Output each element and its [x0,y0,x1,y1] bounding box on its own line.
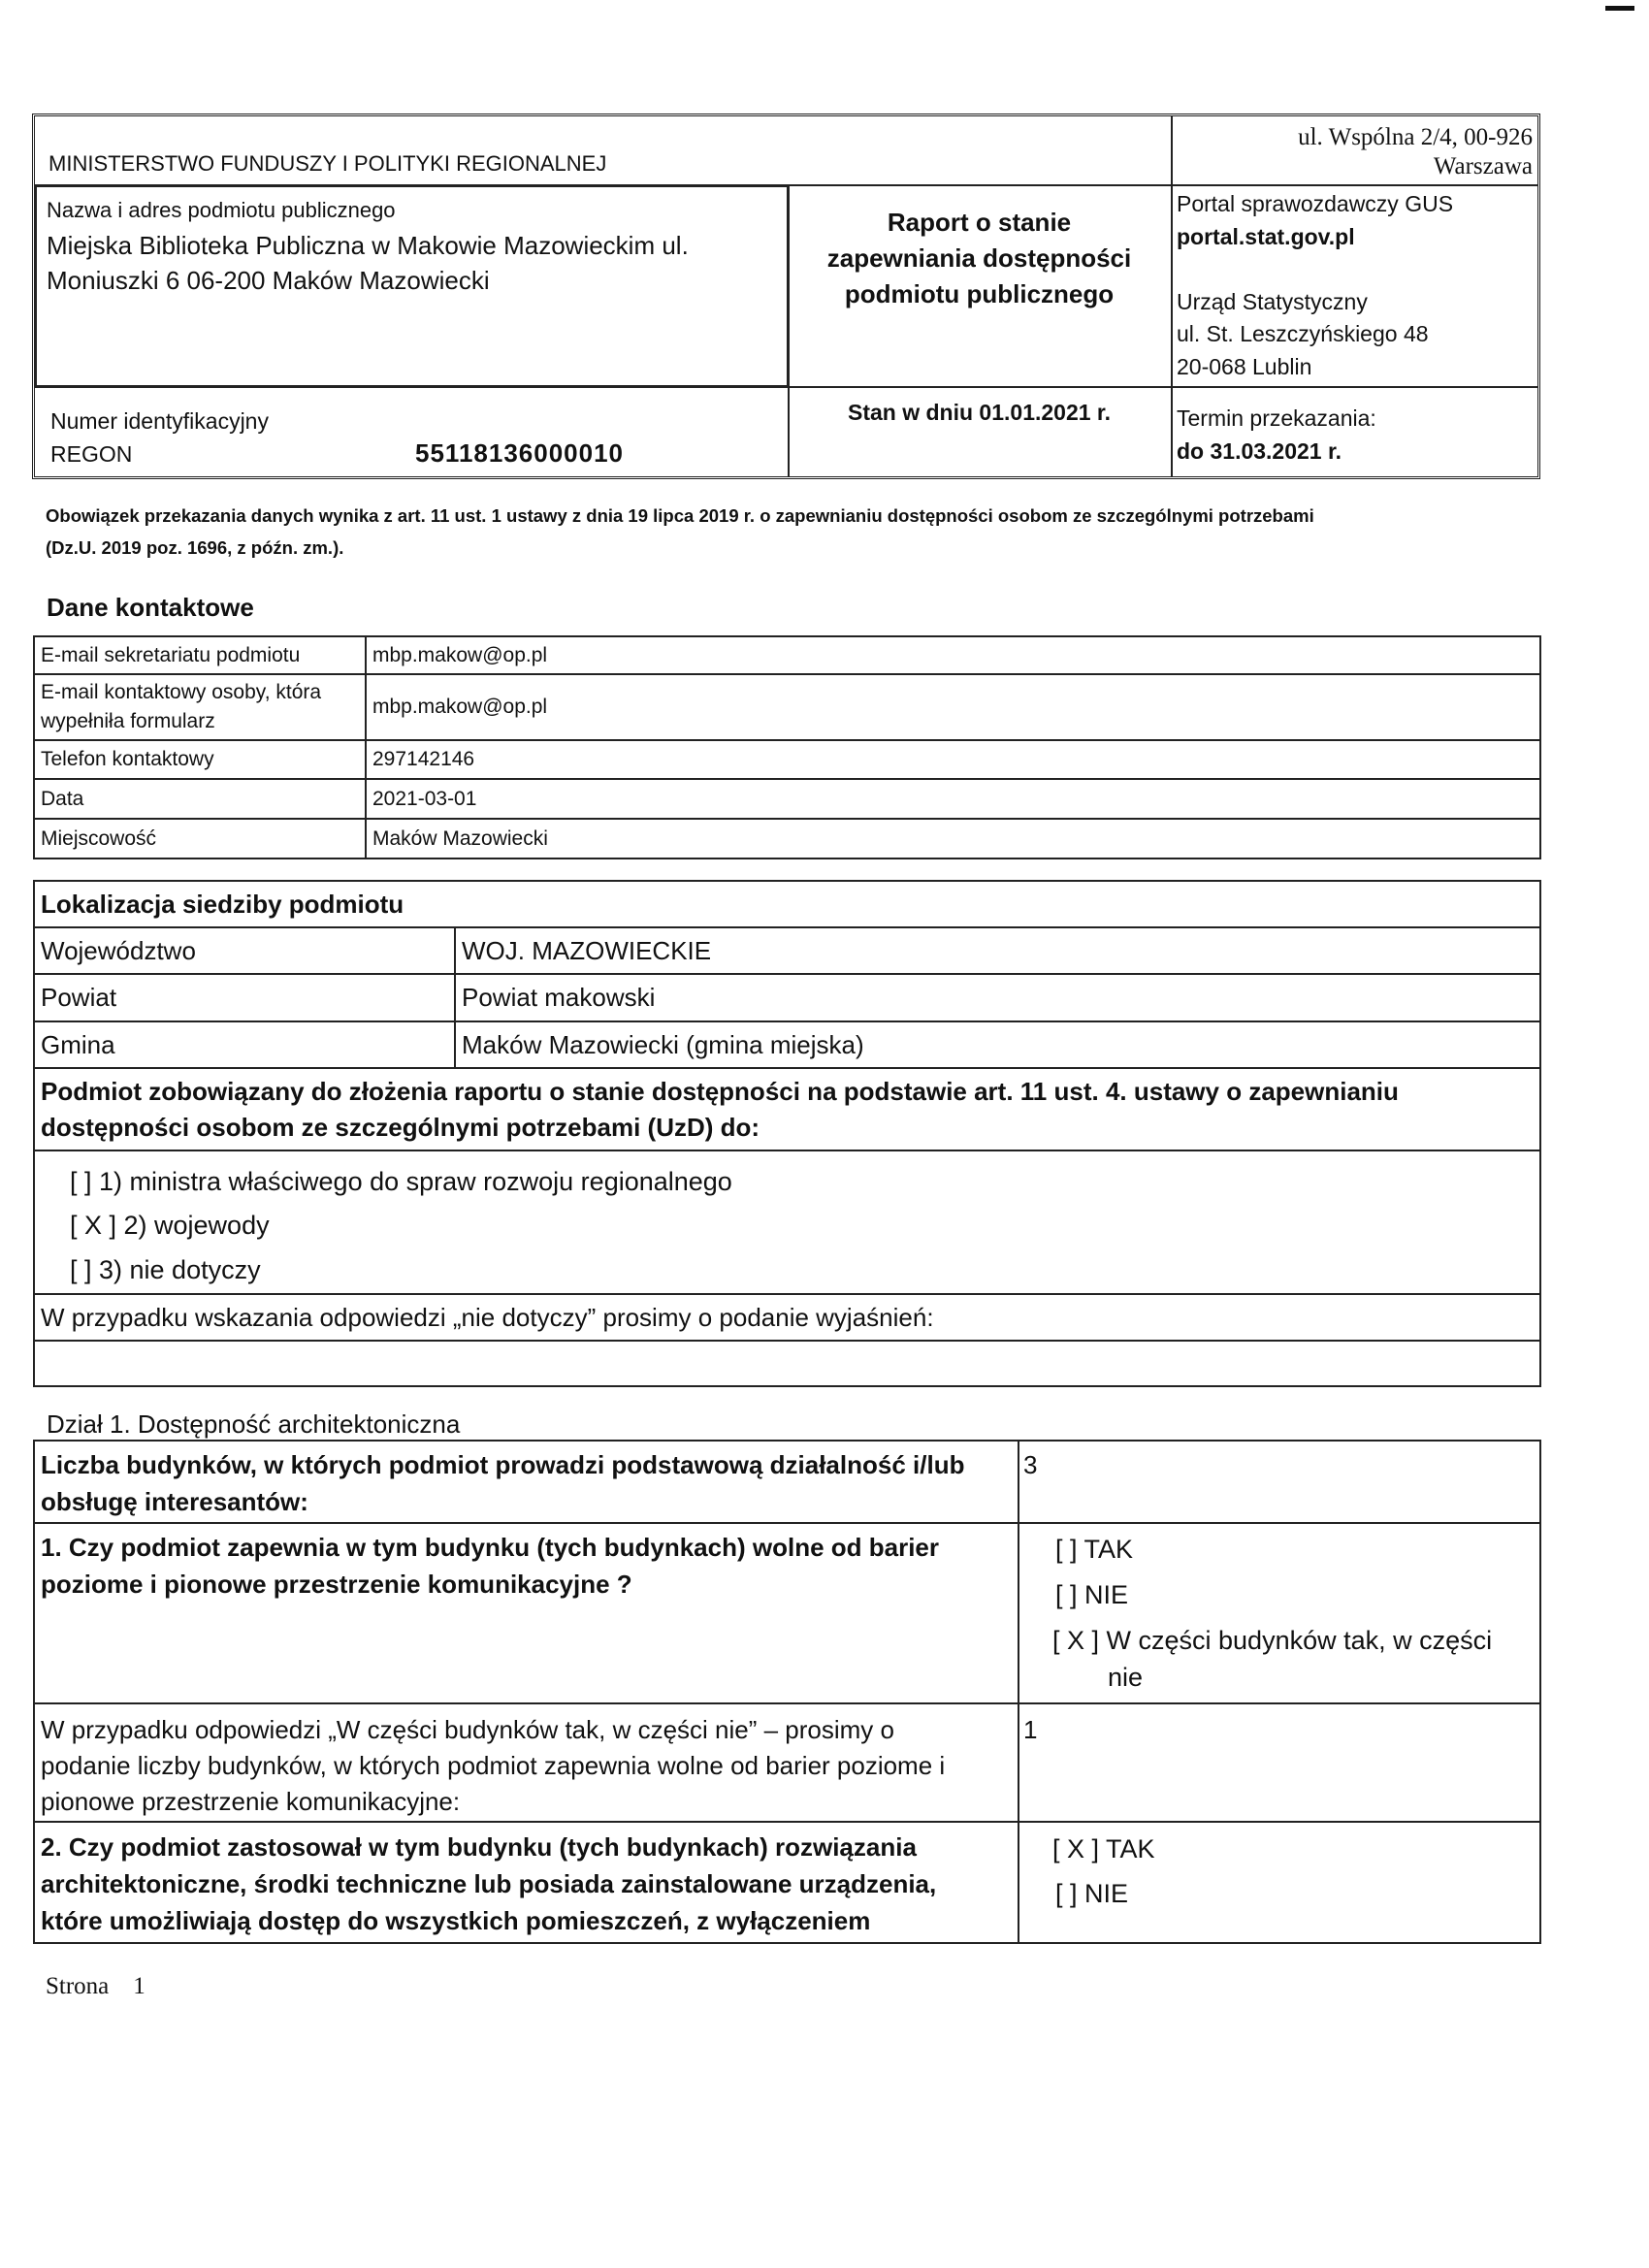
partial-line3: pionowe przestrzenie komunikacyjne: [41,1787,461,1816]
q2-line3: które umożliwiają dostęp do wszystkich pomieszczeń, z wyłączeniem [41,1906,871,1935]
office-city: 20-068 Lublin [1177,354,1312,379]
section1-title: Dział 1. Dostępność architektoniczna [47,1409,461,1439]
partial-line2: podanie liczby budynków, w których podmiot zapewnia wolne od barier poziome i [41,1751,946,1780]
q1-option-partial-cont: nie [1108,1663,1144,1692]
explain-label: W przypadku wskazania odpowiedzi „nie dotyczy” prosimy o podanie wyjaśnień: [34,1294,1540,1341]
section1-divider [33,1702,1541,1704]
table-row [34,1021,1540,1068]
obligation-line2: (Dz.U. 2019 poz. 1696, z późn. zm.). [46,537,344,558]
obliged-line2: dostępności osobom ze szczególnymi potrzebami (UzD) do: [41,1112,760,1142]
partial-line1: W przypadku odpowiedzi „W części budynków tak, w części nie” – prosimy o [41,1715,894,1744]
table-row [34,927,1540,974]
entity-label: Nazwa i adres podmiotu publicznego [47,198,396,222]
deadline-value: do 31.03.2021 r. [1177,438,1342,464]
contact-value: 2021-03-01 [366,779,1540,819]
table-row [34,1068,1540,1150]
partial-answer[interactable]: 1 [1023,1715,1038,1744]
contact-label: Miejscowość [34,819,366,859]
contact-title: Dane kontaktowe [47,593,254,622]
q2-line1: 2. Czy podmiot zastosował w tym budynku (tych budynkach) rozwiązania [41,1832,917,1862]
q1-line1: 1. Czy podmiot zapewnia w tym budynku (tych budynkach) wolne od barier [41,1533,940,1562]
office-street: ul. St. Leszczyńskiego 48 [1177,321,1429,346]
table-row [34,1341,1540,1386]
contact-label: Telefon kontaktowy [34,740,366,779]
explain-field[interactable] [34,1341,1540,1386]
contact-label-line1: E-mail kontaktowy osoby, która [41,680,322,703]
buildings-question-line2: obsługę interesantów: [41,1487,308,1516]
contact-value: mbp.makow@op.pl [366,674,1540,740]
location-value: Maków Mazowiecki (gmina miejska) [455,1021,1540,1068]
obliged-line1: Podmiot zobowiązany do złożenia raportu o stanie dostępności na podstawie art. 11 ust. 4. ustawy o zapewnianiu [41,1077,1399,1107]
page-number: Strona 1 [46,1973,146,1999]
table-row [34,819,1540,859]
deadline-label: Termin przekazania: [1177,405,1376,431]
q1-option-partial[interactable]: [ X ] W części budynków tak, w części [1052,1626,1493,1655]
section1-divider [33,1821,1541,1823]
q1-line2: poziome i pionowe przestrzenie komunikacyjne ? [41,1570,632,1599]
office-name: Urząd Statystyczny [1177,289,1368,314]
location-label: Województwo [34,927,455,974]
regon-label: REGON [50,441,133,467]
contact-value: mbp.makow@op.pl [366,636,1540,674]
ministry-city: Warszawa [1433,153,1533,179]
contact-table [33,635,1541,859]
section1-divider [33,1522,1541,1524]
scan-mark [1605,6,1634,11]
location-value: WOJ. MAZOWIECKIE [455,927,1540,974]
table-row [34,674,1540,740]
table-row [34,636,1540,674]
table-row [34,779,1540,819]
entity-name-line1: Miejska Biblioteka Publiczna w Makowie Mazowieckim ul. [47,231,689,260]
report-title-line3: podmiotu publicznego [844,279,1115,308]
location-label: Gmina [34,1021,455,1068]
location-label: Powiat [34,974,455,1021]
option-voivode[interactable]: [ X ] 2) wojewody [70,1211,270,1240]
location-title: Lokalizacja siedziby podmiotu [34,881,1540,927]
table-row [34,974,1540,1021]
buildings-question-line1: Liczba budynków, w których podmiot prowadzi podstawową działalność i/lub [41,1450,965,1479]
location-table [33,880,1541,1387]
contact-label [34,674,366,740]
ministry-address: ul. Wspólna 2/4, 00-926 [1298,124,1533,150]
section1-divider [1018,1440,1019,1944]
contact-label-line2: wypełniła formularz [41,710,215,732]
portal-url[interactable]: portal.stat.gov.pl [1177,224,1355,249]
regon-value: 55118136000010 [415,438,625,468]
option-not-applicable[interactable]: [ ] 3) nie dotyczy [70,1255,261,1284]
option-minister[interactable]: [ ] 1) ministra właściwego do spraw rozwoju regionalnego [70,1167,732,1196]
q1-option-no[interactable]: [ ] NIE [1055,1580,1129,1609]
ministry-name: MINISTERSTWO FUNDUSZY I POLITYKI REGIONALNEJ [48,151,607,176]
report-title-line2: zapewniania dostępności [826,243,1132,273]
contact-value: 297142146 [366,740,1540,779]
q1-option-yes[interactable]: [ ] TAK [1055,1535,1134,1564]
contact-label: Data [34,779,366,819]
q2-line2: architektoniczne, środki techniczne lub posiada zainstalowane urządzenia, [41,1869,937,1898]
entity-name-line2: Moniuszki 6 06-200 Maków Mazowiecki [47,266,490,295]
header-divider [1171,115,1173,477]
report-title-line1: Raport o stanie [887,208,1072,237]
portal-label: Portal sprawozdawczy GUS [1177,191,1454,216]
obligation-line1: Obowiązek przekazania danych wynika z art. 11 ust. 1 ustawy z dnia 19 lipca 2019 r. o zapewnianiu dostępności osobom ze szczególnymi potrzebami [46,505,1314,526]
contact-value: Maków Mazowiecki [366,819,1540,859]
id-label: Numer identyfikacyjny [50,408,269,434]
obliged-statement [34,1068,1540,1150]
table-row [34,881,1540,927]
state-date: Stan w dniu 01.01.2021 r. [847,400,1111,425]
contact-label: E-mail sekretariatu podmiotu [34,636,366,674]
table-row [34,1294,1540,1341]
table-row [34,740,1540,779]
location-value: Powiat makowski [455,974,1540,1021]
q2-option-yes[interactable]: [ X ] TAK [1052,1834,1155,1863]
q2-option-no[interactable]: [ ] NIE [1055,1879,1129,1908]
buildings-answer[interactable]: 3 [1023,1450,1038,1479]
